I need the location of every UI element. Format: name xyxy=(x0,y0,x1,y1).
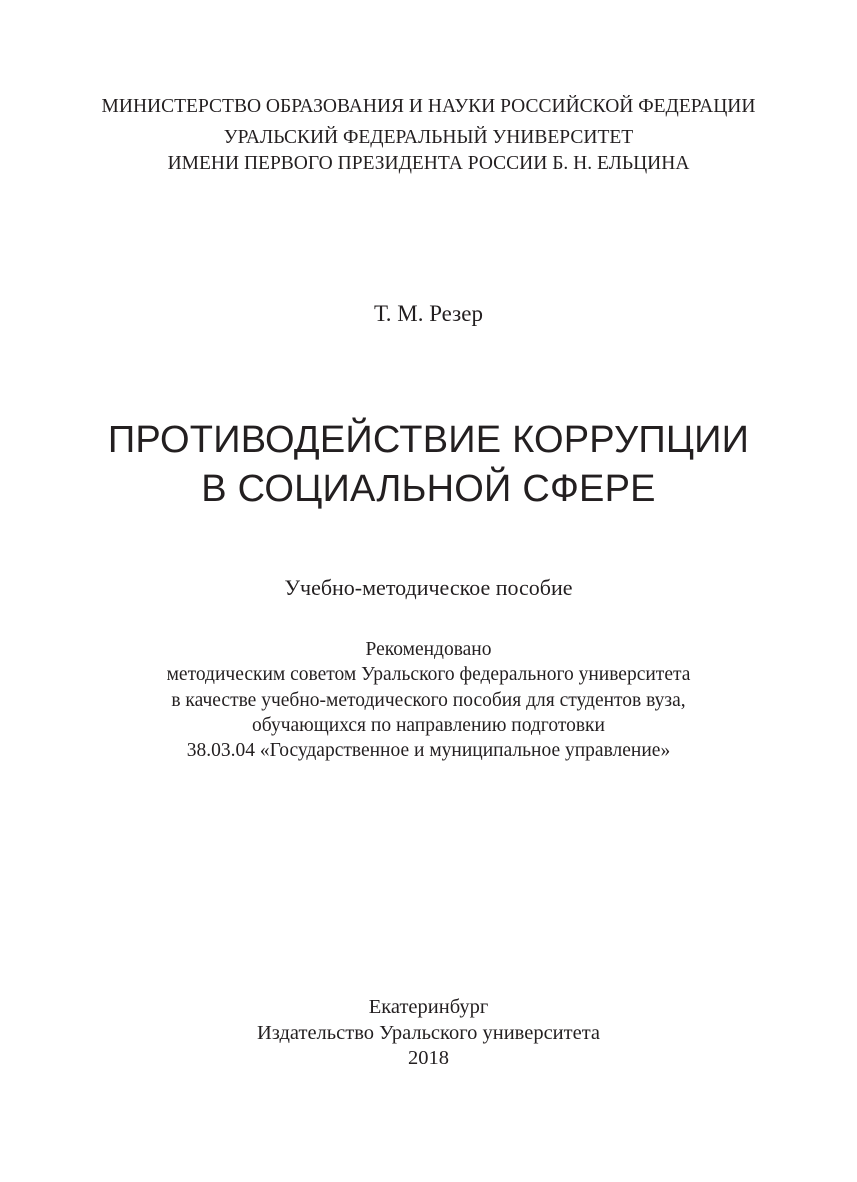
imprint-year: 2018 xyxy=(408,1047,449,1069)
university-name-line-1: УРАЛЬСКИЙ ФЕДЕРАЛЬНЫЙ УНИВЕРСИТЕТ xyxy=(223,127,634,148)
university-name-line-2: ИМЕНИ ПЕРВОГО ПРЕЗИДЕНТА РОССИИ Б. Н. ЕЛЬЦИНА xyxy=(167,153,690,174)
ministry-name: МИНИСТЕРСТВО ОБРАЗОВАНИЯ И НАУКИ РОССИЙСКОЙ ФЕДЕРАЦИИ xyxy=(101,96,756,117)
imprint-publisher: Издательство Уральского университета xyxy=(256,1022,601,1044)
recommendation-line-2: методическим советом Уральского федерального университета xyxy=(166,664,691,685)
book-title-line-2: В СОЦИАЛЬНОЙ СФЕРЕ xyxy=(201,468,656,510)
imprint-city: Екатеринбург xyxy=(368,996,489,1018)
recommendation-line-1: Рекомендовано xyxy=(365,639,492,660)
recommendation-line-4: обучающихся по направлению подготовки xyxy=(252,715,605,736)
recommendation-line-3: в качестве учебно-методического пособия для студентов вуза, xyxy=(171,690,686,711)
book-subtitle: Учебно-методическое пособие xyxy=(284,575,573,600)
book-title-line-1: ПРОТИВОДЕЙСТВИЕ КОРРУПЦИИ xyxy=(107,419,750,461)
recommendation-line-5: 38.03.04 «Государственное и муниципальное управление» xyxy=(186,740,671,761)
author-name: Т. М. Резер xyxy=(374,301,483,326)
